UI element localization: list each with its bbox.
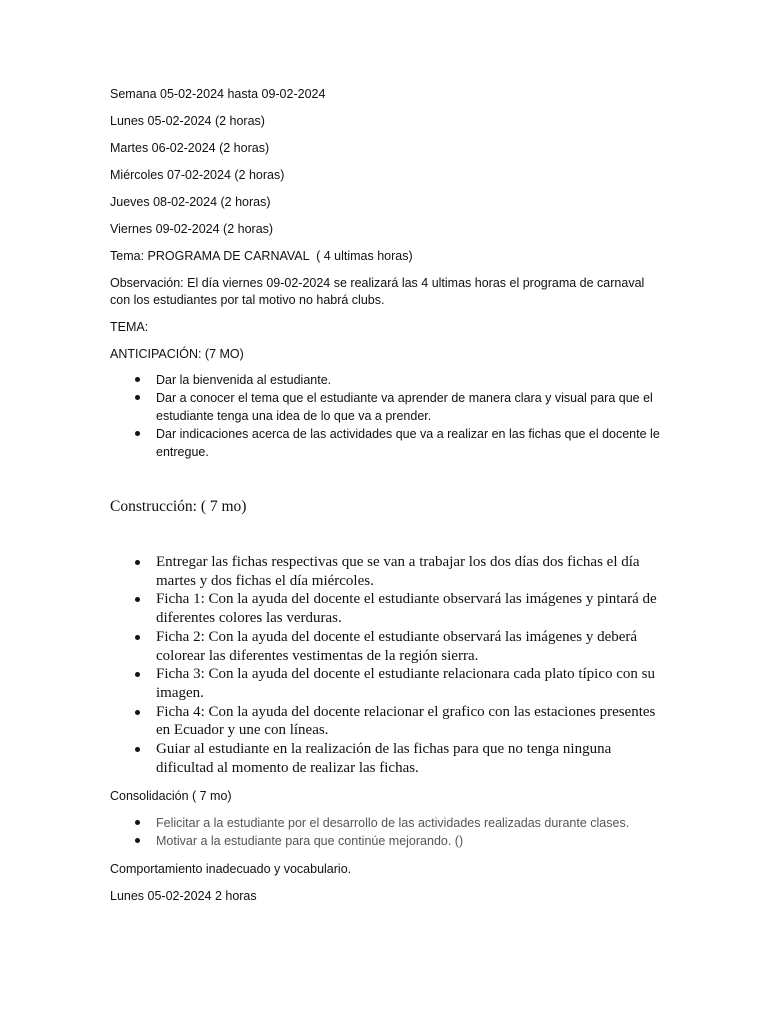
list-item: Dar a conocer el tema que el estudiante va aprender de manera clara y visual para que el estudiante tenga una idea de lo que va a prender.	[110, 389, 660, 425]
construction-heading: Construcción: ( 7 mo)	[110, 498, 247, 515]
anticipation-heading: ANTICIPACIÓN: (7 MO)	[110, 347, 244, 361]
list-item: Ficha 1: Con la ayuda del docente el estudiante observará las imágenes y pintará de diferentes colores las verduras.	[110, 590, 660, 627]
tema-label: TEMA:	[110, 320, 149, 334]
wednesday-line: Miércoles 07-02-2024 (2 horas)	[110, 168, 285, 182]
monday-line: Lunes 05-02-2024 (2 horas)	[110, 114, 265, 128]
consolidation-list	[110, 814, 660, 850]
list-item: Felicitar a la estudiante por el desarrollo de las actividades realizadas durante clases.	[110, 814, 660, 832]
document-page	[110, 86, 660, 915]
list-item: Ficha 3: Con la ayuda del docente el estudiante relacionara cada plato típico con su imagen.	[110, 665, 660, 702]
tuesday-line: Martes 06-02-2024 (2 horas)	[110, 141, 270, 155]
thursday-line: Jueves 08-02-2024 (2 horas)	[110, 195, 271, 209]
behavior-line: Comportamiento inadecuado y vocabulario.	[110, 862, 352, 877]
list-item: Ficha 4: Con la ayuda del docente relacionar el grafico con las estaciones presentes en Ecuador y une con líneas.	[110, 703, 660, 740]
consolidation-heading: Consolidación ( 7 mo)	[110, 789, 232, 804]
topic-line: Tema: PROGRAMA DE CARNAVAL ( 4 ultimas horas)	[110, 249, 413, 263]
monday-final-line: Lunes 05-02-2024 2 horas	[110, 889, 257, 904]
observation-paragraph: Observación: El día viernes 09-02-2024 se realizará las 4 ultimas horas el programa de carnaval con los estudiantes por tal motivo no habrá clubs.	[110, 276, 648, 307]
list-item: Dar indicaciones acerca de las actividades que va a realizar en las fichas que el docente le entregue.	[110, 425, 660, 461]
anticipation-list	[110, 371, 660, 461]
list-item: Motivar a la estudiante para que continúe mejorando. ()	[110, 832, 660, 850]
list-item: Ficha 2: Con la ayuda del docente el estudiante observará las imágenes y deberá colorear las diferentes vestimentas de la región sierra.	[110, 628, 660, 665]
week-range: Semana 05-02-2024 hasta 09-02-2024	[110, 87, 326, 101]
friday-line: Viernes 09-02-2024 (2 horas)	[110, 222, 274, 236]
list-item: Dar la bienvenida al estudiante.	[110, 371, 660, 389]
list-item: Entregar las fichas respectivas que se van a trabajar los dos días dos fichas el día martes y dos fichas el día miércoles.	[110, 553, 660, 590]
list-item: Guiar al estudiante en la realización de las fichas para que no tenga ninguna dificultad al momento de realizar las fichas.	[110, 740, 660, 777]
construction-list	[110, 553, 660, 777]
